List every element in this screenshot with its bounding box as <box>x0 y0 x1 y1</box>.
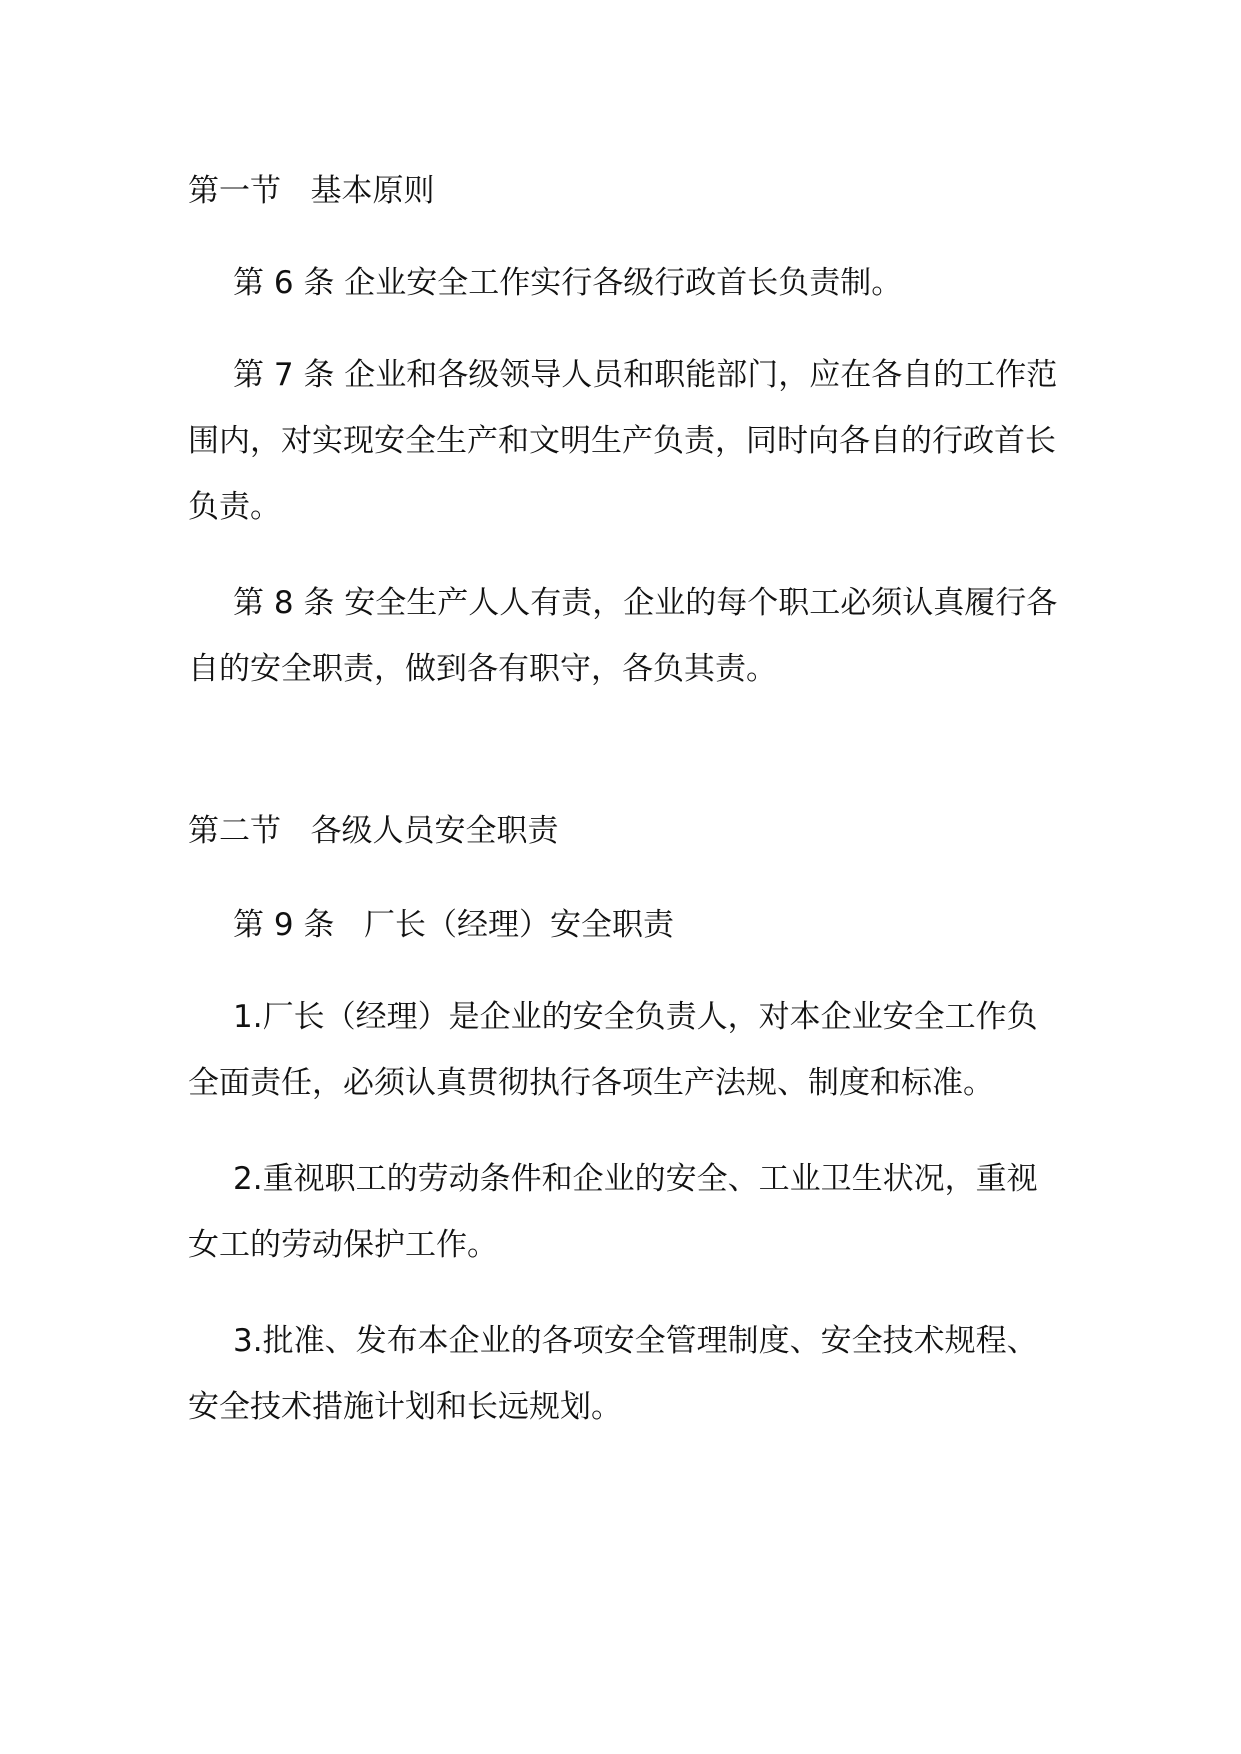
article-6: 第 6 条 企业安全工作实行各级行政首长负责制。 <box>233 265 903 301</box>
section-heading-2: 第二节 各级人员安全职责 <box>188 813 559 849</box>
article-9-item-2: 2.重视职工的劳动条件和企业的安全、工业卫生状况，重视女工的劳动保护工作。 <box>188 1161 1038 1263</box>
article-9: 第 9 条 厂长（经理）安全职责 <box>233 907 674 943</box>
article-9-item-3: 3.批准、发布本企业的各项安全管理制度、安全技术规程、安全技术措施计划和长远规划。 <box>188 1323 1038 1425</box>
article-7: 第 7 条 企业和各级领导人员和职能部门，应在各自的工作范围内，对实现安全生产和文明生产负责，同时向各自的行政首长负责。 <box>188 357 1058 525</box>
document-body <box>188 158 1068 1440</box>
section-heading-1: 第一节 基本原则 <box>188 173 435 209</box>
article-8: 第 8 条 安全生产人人有责，企业的每个职工必须认真履行各自的安全职责，做到各有职守，各负其责。 <box>188 585 1058 687</box>
article-9-item-1: 1.厂长（经理）是企业的安全负责人，对本企业安全工作负全面责任，必须认真贯彻执行各项生产法规、制度和标准。 <box>188 999 1038 1101</box>
